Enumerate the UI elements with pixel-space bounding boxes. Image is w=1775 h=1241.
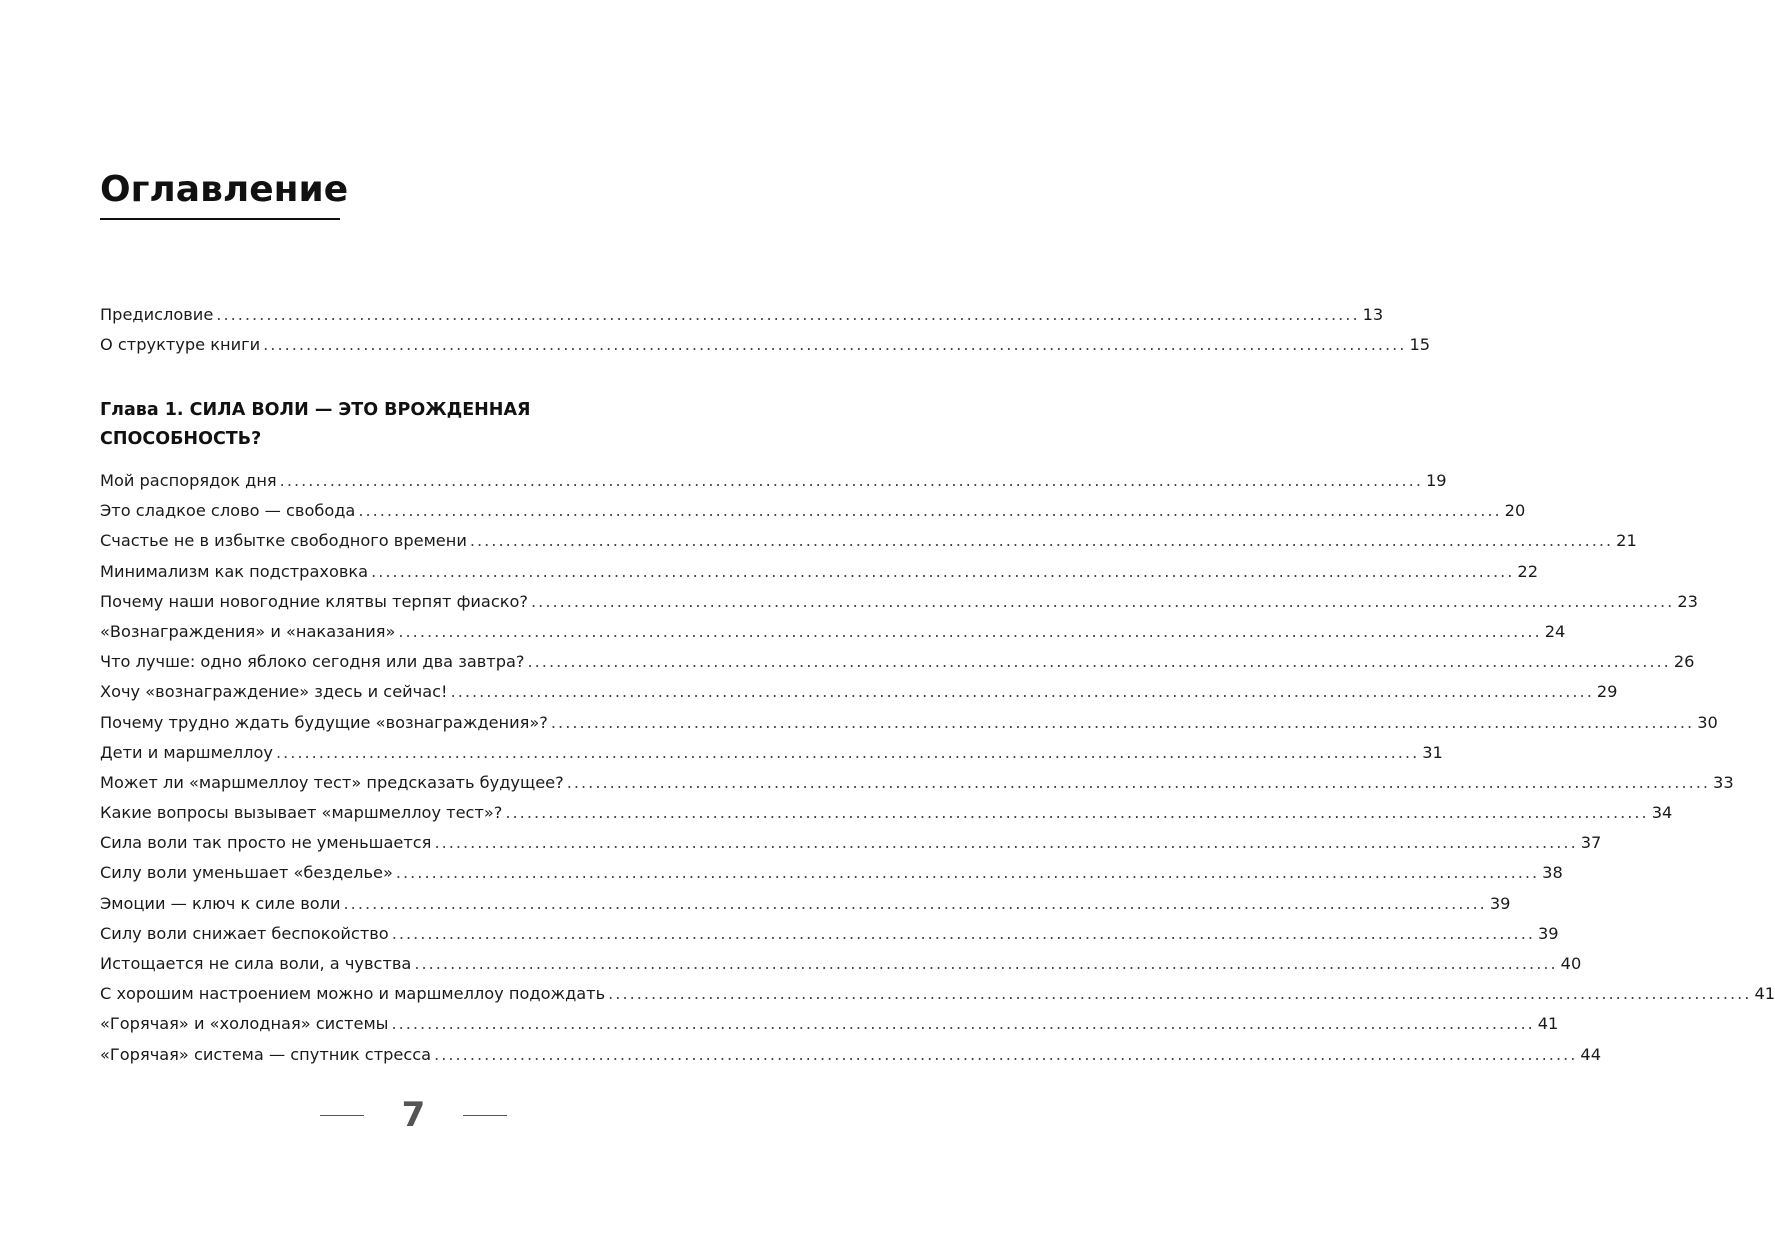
toc-entry xyxy=(100,798,1673,828)
toc-entry-title: Какие вопросы вызывает «маршмеллоу тест»? xyxy=(100,803,503,823)
dot-leader xyxy=(263,330,1406,360)
toc-entry xyxy=(100,496,1526,526)
toc-entry-title: «Горячая» и «холодная» системы xyxy=(100,1014,389,1034)
toc-entry xyxy=(100,330,1431,360)
toc-entry xyxy=(100,858,1563,888)
dot-leader xyxy=(358,496,1501,526)
toc-entry-title: Это сладкое слово — свобода xyxy=(100,501,356,521)
toc-entry xyxy=(100,647,1695,677)
dot-leader xyxy=(551,708,1694,738)
dot-leader xyxy=(528,647,1671,677)
toc-entry-title: Счастье не в избытке свободного времени xyxy=(100,531,467,551)
toc-entry xyxy=(100,708,1718,738)
toc-entry xyxy=(100,526,1637,556)
toc-entry xyxy=(100,738,1443,768)
dot-leader xyxy=(505,798,1648,828)
toc-entry-page: 30 xyxy=(1697,712,1718,732)
dot-leader xyxy=(608,979,1751,1009)
toc-entry xyxy=(100,1040,1601,1070)
toc-entry xyxy=(100,466,1447,496)
toc-entry-title: Предисловие xyxy=(100,305,214,324)
toc-entry xyxy=(100,919,1559,949)
toc-entry-title: О структуре книги xyxy=(100,335,261,355)
toc-entry-page: 13 xyxy=(1362,305,1384,324)
toc-entry-title: Дети и маршмеллоу xyxy=(100,742,273,762)
toc-entry-title: «Горячая» система — спутник стресса xyxy=(100,1044,432,1064)
dot-leader xyxy=(216,300,1359,330)
dot-leader xyxy=(470,526,1613,556)
dot-leader xyxy=(434,828,1577,858)
toc-entry-page: 21 xyxy=(1616,531,1637,551)
toc-entry-page: 33 xyxy=(1713,772,1734,792)
toc-entry xyxy=(100,889,1511,919)
toc-entry-page: 26 xyxy=(1673,652,1695,672)
dot-leader xyxy=(371,557,1514,587)
dot-leader xyxy=(276,738,1419,768)
footer-rule-right xyxy=(463,1115,507,1116)
toc-entry-title: Мой распорядок дня xyxy=(100,471,277,490)
dot-leader xyxy=(567,768,1710,798)
toc-entry xyxy=(100,979,1775,1009)
page-footer xyxy=(0,1093,827,1137)
toc-entry xyxy=(100,949,1582,979)
dot-leader xyxy=(280,466,1423,496)
toc-entry xyxy=(100,1009,1559,1039)
toc-entry-title: Что лучше: одно яблоко сегодня или два завтра? xyxy=(100,652,525,672)
page-number: 7 xyxy=(401,1095,426,1135)
footer-rule-left xyxy=(320,1115,364,1116)
toc-entry-page: 29 xyxy=(1596,682,1618,702)
toc-entry-title: «Вознаграждения» и «наказания» xyxy=(100,621,396,641)
dot-leader xyxy=(531,587,1674,617)
chapter-1-title-line-1: Глава 1. СИЛА ВОЛИ — ЭТО ВРОЖДЕННАЯ xyxy=(100,400,531,420)
toc-entry-title: Силу воли снижает беспокойство xyxy=(100,923,389,943)
toc-entry xyxy=(100,587,1698,617)
toc-entry xyxy=(100,768,1734,798)
chapter-1-entries xyxy=(100,466,1775,1070)
toc-entry-page: 41 xyxy=(1537,1014,1559,1034)
toc-entry-page: 15 xyxy=(1409,335,1431,355)
toc-entry-page: 41 xyxy=(1754,984,1775,1004)
toc-entry xyxy=(100,677,1618,707)
toc-entry-page: 19 xyxy=(1425,471,1447,490)
toc-entry-page: 37 xyxy=(1580,833,1602,853)
toc-entry-title: Эмоции — ключ к силе воли xyxy=(100,893,341,913)
toc-entry-page: 34 xyxy=(1651,803,1673,823)
toc-entry-page: 23 xyxy=(1677,591,1698,611)
chapter-1-title-line-2: СПОСОБНОСТЬ? xyxy=(100,429,262,449)
dot-leader xyxy=(451,677,1594,707)
toc-entry xyxy=(100,300,1384,330)
dot-leader xyxy=(414,949,1557,979)
toc-entry-title: Истощается не сила воли, а чувства xyxy=(100,954,412,973)
dot-leader xyxy=(396,858,1539,888)
toc-entry-title: Минимализм как подстраховка xyxy=(100,561,369,581)
toc-entry xyxy=(100,617,1566,647)
toc-entry-title: Хочу «вознаграждение» здесь и сейчас! xyxy=(100,682,448,702)
chapter-1-title xyxy=(100,396,620,454)
dot-leader xyxy=(434,1040,1577,1070)
toc-entry-page: 24 xyxy=(1544,621,1566,641)
toc-entry-title: Почему трудно ждать будущие «вознаграждения»? xyxy=(100,712,548,732)
title-underline xyxy=(100,218,340,220)
page-title: Оглавление xyxy=(100,169,349,210)
toc-entry xyxy=(100,828,1602,858)
toc-entry-page: 39 xyxy=(1538,923,1559,943)
dot-leader xyxy=(398,617,1541,647)
toc-entry-title: Может ли «маршмеллоу тест» предсказать будущее? xyxy=(100,772,564,792)
dot-leader xyxy=(392,919,1535,949)
toc-entry-title: Почему наши новогодние клятвы терпят фиаско? xyxy=(100,591,529,611)
toc-entry-page: 31 xyxy=(1422,742,1443,762)
toc-entry-page: 44 xyxy=(1580,1044,1601,1064)
toc-entry-title: Силу воли уменьшает «безделье» xyxy=(100,863,393,883)
toc-entry-page: 20 xyxy=(1504,501,1526,521)
toc-entry-page: 38 xyxy=(1542,863,1563,883)
toc-entry-title: Сила воли так просто не уменьшается xyxy=(100,833,432,853)
toc-entry-page: 39 xyxy=(1489,893,1511,913)
dot-leader xyxy=(344,889,1487,919)
dot-leader xyxy=(391,1009,1534,1039)
front-matter-list xyxy=(100,300,1431,360)
toc-entry-page: 22 xyxy=(1517,561,1539,581)
toc-entry xyxy=(100,557,1539,587)
toc-entry-page: 40 xyxy=(1560,954,1582,973)
toc-entry-title: С хорошим настроением можно и маршмеллоу подождать xyxy=(100,984,606,1004)
